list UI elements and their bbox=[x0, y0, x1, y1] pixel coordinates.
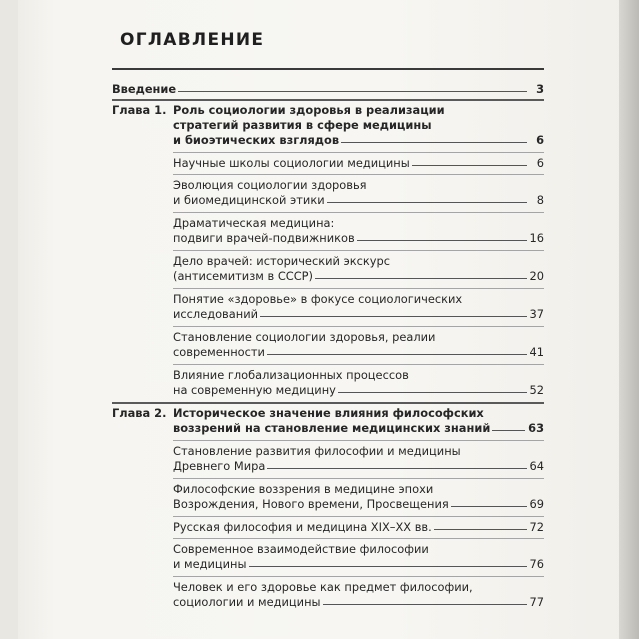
page-number: 41 bbox=[529, 345, 544, 359]
page-number: 69 bbox=[529, 497, 544, 511]
leader-dots bbox=[267, 468, 526, 469]
chapter-label: Глава 2. bbox=[112, 406, 167, 420]
entry-divider bbox=[173, 478, 544, 479]
entry-divider bbox=[173, 440, 544, 441]
page-number: 3 bbox=[536, 82, 544, 96]
entry-title: Эволюция социологии здоровья bbox=[173, 178, 367, 192]
toc-title: ОГЛАВЛЕНИЕ bbox=[120, 30, 265, 50]
entry-divider bbox=[173, 174, 544, 175]
entry-title: (антисемитизм в СССР) bbox=[173, 269, 313, 283]
leader-dots bbox=[492, 430, 525, 431]
page-edge bbox=[619, 0, 639, 639]
entry-title: Древнего Мира bbox=[173, 459, 266, 473]
entry-title: Возрождения, Нового времени, Просвещения bbox=[173, 497, 449, 511]
entry-divider bbox=[173, 326, 544, 327]
page-number: 72 bbox=[529, 520, 544, 534]
entry-title: социологии и медицины bbox=[173, 595, 321, 609]
entry-title: Современное взаимодействие философии bbox=[173, 542, 429, 556]
entry-title: Философские воззрения в медицине эпохи bbox=[173, 482, 434, 496]
entry-title: Введение bbox=[112, 82, 177, 96]
page-number: 64 bbox=[529, 459, 544, 473]
entry-divider bbox=[173, 152, 544, 153]
entry-title: Русская философия и медицина XIX–XX вв. bbox=[173, 520, 432, 534]
entry-title: и биоэтических взглядов bbox=[173, 133, 340, 147]
page-number: 52 bbox=[529, 383, 544, 397]
entry-title: подвиги врачей-подвижников bbox=[173, 231, 355, 245]
leader-dots bbox=[434, 529, 527, 530]
entry-title: Влияние глобализационных процессов bbox=[173, 368, 409, 382]
entry-title: Роль социологии здоровья в реализации bbox=[173, 103, 445, 117]
leader-dots bbox=[451, 506, 527, 507]
entry-divider bbox=[173, 288, 544, 289]
entry-title: современности bbox=[173, 345, 265, 359]
chapter-divider bbox=[112, 99, 544, 101]
page-number: 20 bbox=[529, 269, 544, 283]
entry-title: и медицины bbox=[173, 557, 247, 571]
entry-title: Понятие «здоровье» в фокусе социологических bbox=[173, 292, 463, 306]
leader-dots bbox=[267, 354, 527, 355]
leader-dots bbox=[178, 91, 527, 92]
entry-divider bbox=[173, 576, 544, 577]
entry-title: Историческое значение влияния философских bbox=[173, 406, 484, 420]
page-number: 37 bbox=[529, 307, 544, 321]
entry-title: воззрений на становление медицинских знаний bbox=[173, 421, 491, 435]
leader-dots bbox=[327, 202, 527, 203]
leader-dots bbox=[338, 392, 527, 393]
entry-title: Дело врачей: исторический экскурс bbox=[173, 254, 391, 268]
leader-dots bbox=[412, 165, 527, 166]
entry-divider bbox=[173, 538, 544, 539]
leader-dots bbox=[260, 316, 526, 317]
entry-divider bbox=[173, 516, 544, 517]
leader-dots bbox=[341, 142, 527, 143]
chapter-divider bbox=[112, 402, 544, 404]
entry-title: и биомедицинской этики bbox=[173, 193, 325, 207]
leader-dots bbox=[249, 566, 527, 567]
entry-divider bbox=[173, 212, 544, 213]
leader-dots bbox=[357, 240, 527, 241]
leader-dots bbox=[315, 278, 527, 279]
entry-title: Становление социологии здоровья, реалии bbox=[173, 330, 436, 344]
page-number: 76 bbox=[529, 557, 544, 571]
entry-title: стратегий развития в сфере медицины bbox=[173, 118, 432, 132]
entry-title: Становление развития философии и медицины bbox=[173, 444, 461, 458]
title-rule bbox=[112, 68, 544, 70]
entry-divider bbox=[173, 364, 544, 365]
entry-title: исследований bbox=[173, 307, 259, 321]
entry-title: Человек и его здоровье как предмет философии, bbox=[173, 580, 473, 594]
entry-divider bbox=[173, 250, 544, 251]
page-number: 6 bbox=[536, 156, 544, 170]
entry-title: Драматическая медицина: bbox=[173, 216, 335, 230]
chapter-label: Глава 1. bbox=[112, 103, 167, 117]
entry-title: на современную медицину bbox=[173, 383, 336, 397]
page-number: 6 bbox=[536, 133, 544, 147]
page-number: 16 bbox=[529, 231, 544, 245]
page-number: 77 bbox=[529, 595, 544, 609]
page-number: 8 bbox=[536, 193, 544, 207]
entry-title: Научные школы социологии медицины bbox=[173, 156, 410, 170]
page-number: 63 bbox=[528, 421, 544, 435]
leader-dots bbox=[323, 604, 527, 605]
